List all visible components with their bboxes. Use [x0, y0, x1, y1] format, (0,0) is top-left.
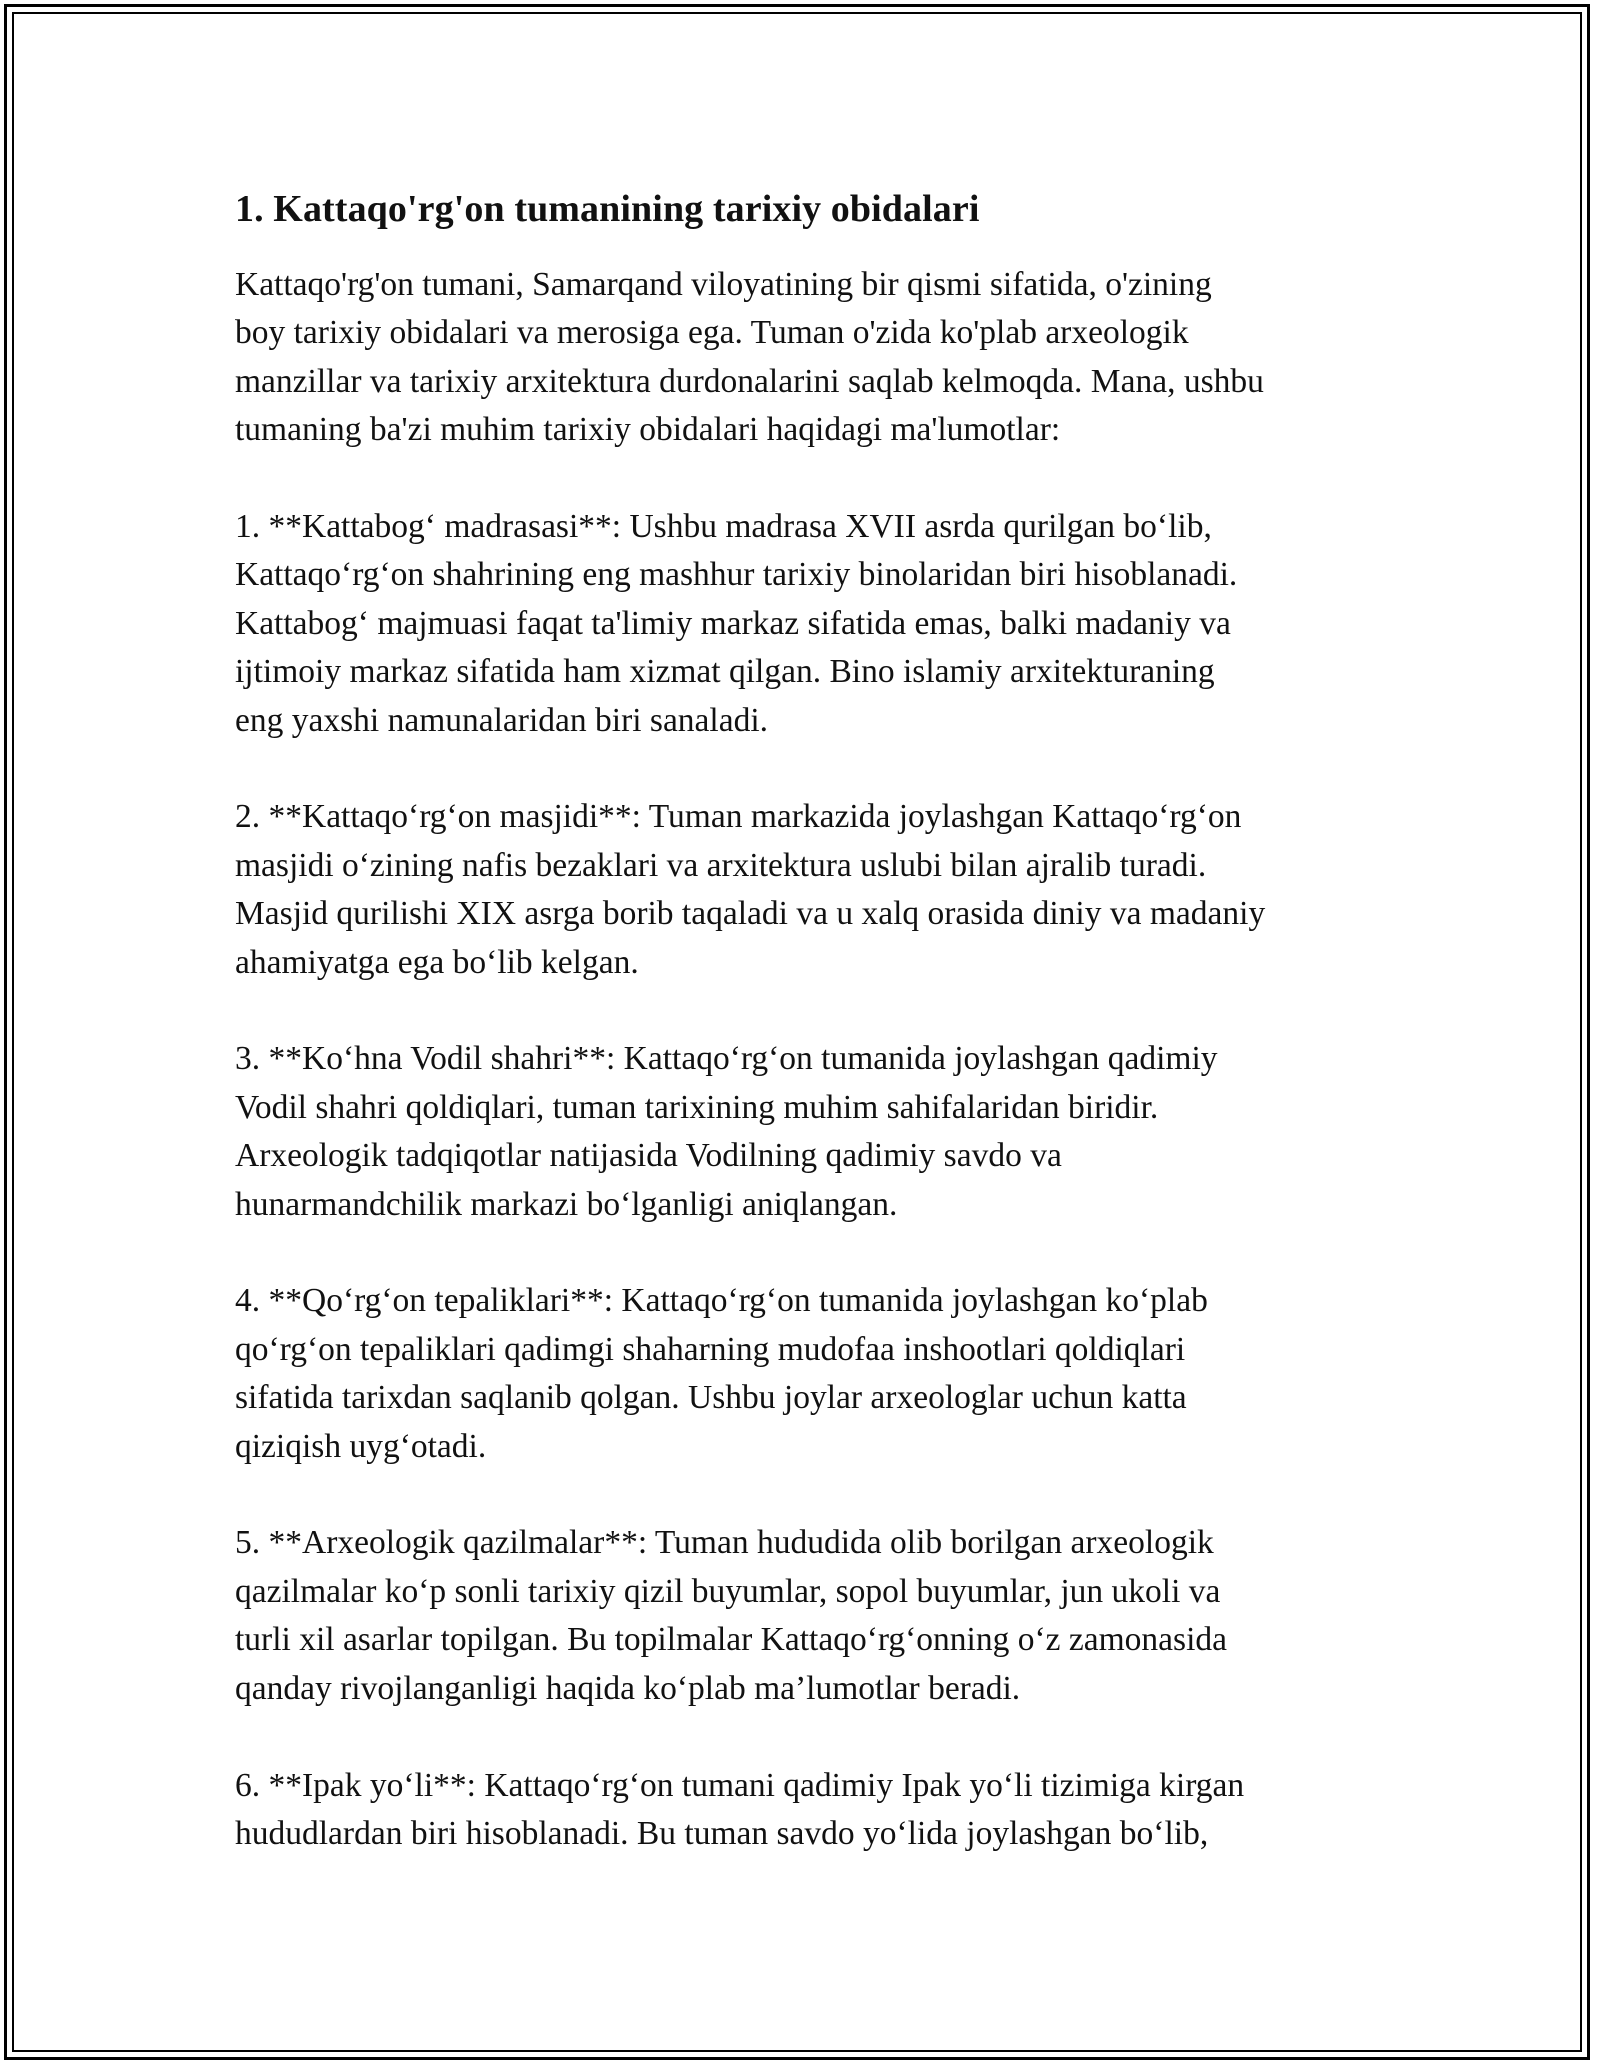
paragraph-item-3 [235, 1035, 1375, 1229]
text-line: 4. **Qo‘rg‘on tepaliklari**: Kattaqo‘rg‘on tumanida joylashgan ko‘plab [235, 1282, 1208, 1320]
text-line: boy tarixiy obidalari va merosiga ega. Tuman o'zida ko'plab arxeologik [235, 314, 1189, 352]
text-line: masjidi o‘zining nafis bezaklari va arxitektura uslubi bilan ajralib turadi. [235, 846, 1207, 884]
paragraph-item-6 [235, 1762, 1375, 1859]
text-line: Kattaqo‘rg‘on shahrining eng mashhur tarixiy binolaridan biri hisoblanadi. [235, 556, 1238, 594]
text-line: Arxeologik tadqiqotlar natijasida Vodilning qadimiy savdo va [235, 1137, 1062, 1175]
text-line: Masjid qurilishi XIX asrga borib taqaladi va u xalq orasida diniy va madaniy [235, 895, 1266, 933]
paragraph-item-5 [235, 1519, 1375, 1713]
text-line: sifatida tarixdan saqlanib qolgan. Ushbu joylar arxeologlar uchun katta [235, 1379, 1187, 1417]
text-line: 1. **Kattabog‘ madrasasi**: Ushbu madrasa XVII asrda qurilgan bo‘lib, [235, 508, 1212, 546]
text-line: Vodil shahri qoldiqlari, tuman tarixining muhim sahifalaridan biridir. [235, 1088, 1159, 1126]
text-line: tumaning ba'zi muhim tarixiy obidalari haqidagi ma'lumotlar: [235, 411, 1061, 449]
text-line: qiziqish uyg‘otadi. [235, 1427, 487, 1465]
text-line: ahamiyatga ega bo‘lib kelgan. [235, 943, 639, 981]
section-heading: 1. Kattaqo'rg'on tumanining tarixiy obidalari [235, 188, 980, 230]
text-line: hududlardan biri hisoblanadi. Bu tuman savdo yo‘lida joylashgan bo‘lib, [235, 1814, 1209, 1852]
text-line: qazilmalar ko‘p sonli tarixiy qizil buyumlar, sopol buyumlar, jun ukoli va [235, 1572, 1221, 1610]
paragraph-intro [235, 261, 1375, 455]
text-line: 2. **Kattaqo‘rg‘on masjidi**: Tuman markazida joylashgan Kattaqo‘rg‘on [235, 798, 1242, 836]
paragraph-item-4 [235, 1277, 1375, 1471]
text-line: hunarmandchilik markazi bo‘lganligi aniqlangan. [235, 1185, 898, 1223]
text-line: turli xil asarlar topilgan. Bu topilmalar Kattaqo‘rg‘onning o‘z zamonasida [235, 1621, 1228, 1659]
paragraph-item-2 [235, 793, 1375, 987]
text-line: qanday rivojlanganligi haqida ko‘plab ma’lumotlar beradi. [235, 1669, 1021, 1707]
text-line: 5. **Arxeologik qazilmalar**: Tuman hududida olib borilgan arxeologik [235, 1524, 1214, 1562]
text-line: ijtimoiy markaz sifatida ham xizmat qilgan. Bino islamiy arxitekturaning [235, 653, 1215, 691]
text-line: Kattaqo'rg'on tumani, Samarqand viloyatining bir qismi sifatida, o'zining [235, 266, 1212, 303]
text-line: Kattabog‘ majmuasi faqat ta'limiy markaz sifatida emas, balki madaniy va [235, 604, 1231, 642]
document-page [235, 185, 1375, 1907]
text-line: eng yaxshi namunalaridan biri sanaladi. [235, 701, 769, 739]
text-line: qo‘rg‘on tepaliklari qadimgi shaharning mudofaa inshootlari qoldiqlari [235, 1330, 1186, 1368]
text-line: 3. **Ko‘hna Vodil shahri**: Kattaqo‘rg‘on tumanida joylashgan qadimiy [235, 1040, 1218, 1078]
paragraph-item-1 [235, 503, 1375, 745]
text-line: 6. **Ipak yo‘li**: Kattaqo‘rg‘on tumani qadimiy Ipak yo‘li tizimiga kirgan [235, 1766, 1245, 1804]
text-line: manzillar va tarixiy arxitektura durdonalarini saqlab kelmoqda. Mana, ushbu [235, 362, 1264, 400]
